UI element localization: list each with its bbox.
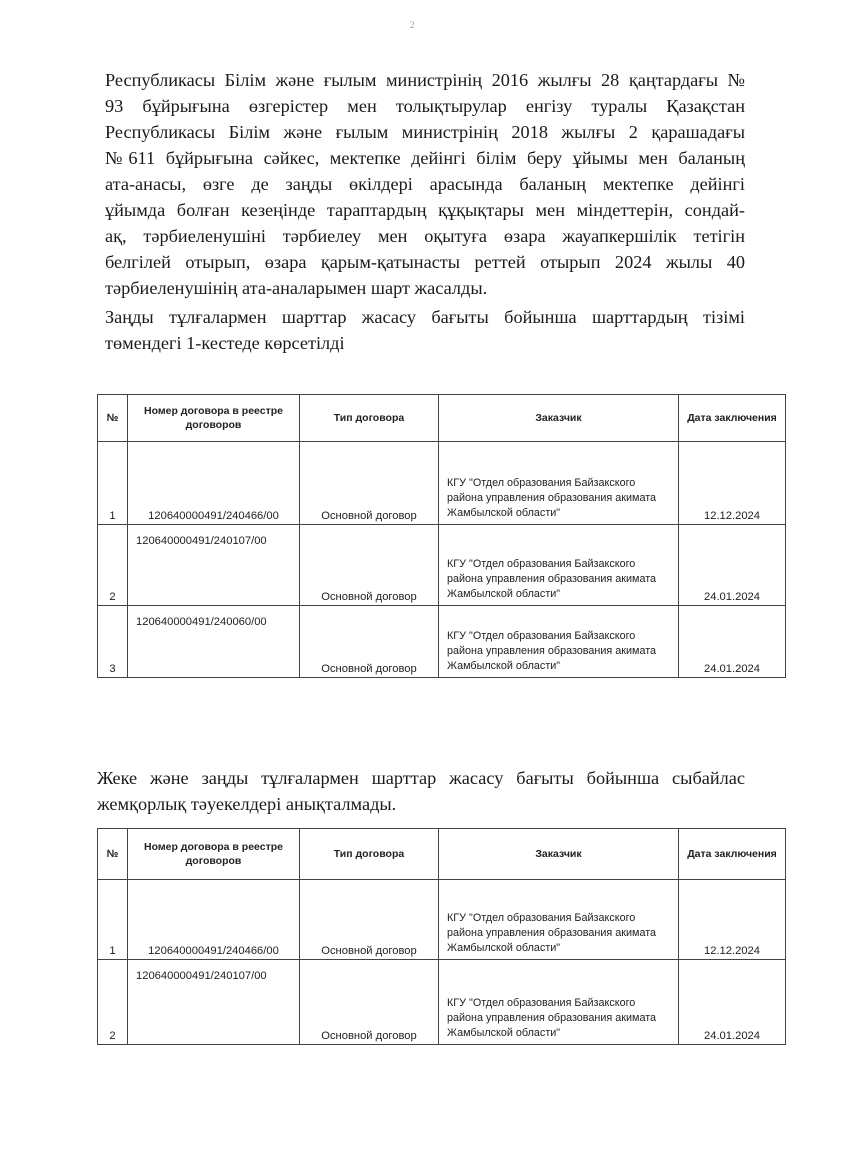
page-number: 2 bbox=[410, 20, 415, 30]
row-num: 1 bbox=[98, 880, 128, 960]
header-num: № bbox=[98, 395, 128, 442]
text-line: Республикасы Білім және ғылым министрінің 2016 жылғы 28 қаңтардағы № bbox=[105, 70, 745, 90]
table-header-row bbox=[98, 829, 786, 880]
row-registry-number bbox=[128, 606, 300, 678]
text-line: тәрбиеленушінің ата-аналарымен шарт жасалды. bbox=[105, 278, 488, 298]
row-contract-type: Основной договор bbox=[300, 525, 439, 606]
row-conclusion-date: 12.12.2024 bbox=[679, 880, 786, 960]
table-row bbox=[98, 606, 786, 678]
row-customer: КГУ "Отдел образования Байзакского района управления образования акимата Жамбылской области" bbox=[439, 606, 679, 678]
contracts-table-2 bbox=[97, 828, 786, 1045]
row-contract-type: Основной договор bbox=[300, 442, 439, 525]
row-num: 2 bbox=[98, 960, 128, 1045]
row-conclusion-date: 24.01.2024 bbox=[679, 606, 786, 678]
text-line: белгілей отырып, өзара қарым-қатынасты реттей отырып 2024 жылы 40 bbox=[105, 252, 745, 272]
text-line: №611 бұйрығына сәйкес, мектепке дейінгі білім беру ұйымы мен баланың bbox=[105, 148, 745, 168]
row-registry-number bbox=[128, 880, 300, 960]
paragraph-contracts-intro bbox=[105, 67, 745, 301]
table-row bbox=[98, 880, 786, 960]
text-line: Заңды тұлғалармен шарттар жасасу бағыты бойынша шарттардың тізімі bbox=[105, 307, 745, 327]
row-contract-type: Основной договор bbox=[300, 960, 439, 1045]
row-customer: КГУ "Отдел образования Байзакского района управления образования акимата Жамбылской области" bbox=[439, 960, 679, 1045]
text-line: төмендегі 1-кестеде көрсетілді bbox=[105, 333, 345, 353]
text-line: жемқорлық тәуекелдері анықталмады. bbox=[97, 794, 397, 814]
registry-number-text: 120640000491/240466/00 bbox=[148, 510, 279, 522]
row-conclusion-date: 24.01.2024 bbox=[679, 960, 786, 1045]
table-row bbox=[98, 525, 786, 606]
header-registry-number: Номер договора в реестре договоров bbox=[128, 395, 300, 442]
row-conclusion-date: 24.01.2024 bbox=[679, 525, 786, 606]
row-customer: КГУ "Отдел образования Байзакского района управления образования акимата Жамбылской области" bbox=[439, 442, 679, 525]
row-registry-number bbox=[128, 960, 300, 1045]
row-customer: КГУ "Отдел образования Байзакского района управления образования акимата Жамбылской области" bbox=[439, 880, 679, 960]
text-line: Республикасы Білім және ғылым министрінің 2018 жылғы 2 қарашадағы bbox=[105, 122, 745, 142]
registry-number-text: 120640000491/240107/00 bbox=[136, 535, 267, 547]
header-registry-number: Номер договора в реестре договоров bbox=[128, 829, 300, 880]
row-customer: КГУ "Отдел образования Байзакского района управления образования акимата Жамбылской области" bbox=[439, 525, 679, 606]
header-contract-type: Тип договора bbox=[300, 395, 439, 442]
header-contract-type: Тип договора bbox=[300, 829, 439, 880]
contracts-table-1 bbox=[97, 394, 786, 678]
registry-number-text: 120640000491/240060/00 bbox=[136, 616, 267, 628]
row-conclusion-date: 12.12.2024 bbox=[679, 442, 786, 525]
header-customer: Заказчик bbox=[439, 829, 679, 880]
row-contract-type: Основной договор bbox=[300, 606, 439, 678]
text-line: ата-анасы, өзге де заңды өкілдері арасында баланың мектепке дейінгі bbox=[105, 174, 745, 194]
header-customer: Заказчик bbox=[439, 395, 679, 442]
header-num: № bbox=[98, 829, 128, 880]
text-line: ақ, тәрбиеленушіні тәрбиелеу мен оқытуға өзара жауапкершілік тетігін bbox=[105, 226, 745, 246]
row-contract-type: Основной договор bbox=[300, 880, 439, 960]
header-conclusion-date: Дата заключения bbox=[679, 395, 786, 442]
paragraph-corruption-risks bbox=[97, 765, 745, 817]
row-registry-number bbox=[128, 442, 300, 525]
table-header-row bbox=[98, 395, 786, 442]
row-num: 2 bbox=[98, 525, 128, 606]
text-line: Жеке және заңды тұлғалармен шарттар жасасу бағыты бойынша сыбайлас bbox=[97, 768, 745, 788]
table-row bbox=[98, 960, 786, 1045]
registry-number-text: 120640000491/240466/00 bbox=[148, 945, 279, 957]
row-registry-number bbox=[128, 525, 300, 606]
paragraph-table-intro bbox=[105, 304, 745, 356]
table-row bbox=[98, 442, 786, 525]
text-line: 93 бұйрығына өзгерістер мен толықтырулар енгізу туралы Қазақстан bbox=[105, 96, 745, 116]
row-num: 1 bbox=[98, 442, 128, 525]
text-line: ұйымда болған кезеңінде тараптардың құқықтары мен міндеттерін, сондай- bbox=[105, 200, 745, 220]
header-conclusion-date: Дата заключения bbox=[679, 829, 786, 880]
row-num: 3 bbox=[98, 606, 128, 678]
registry-number-text: 120640000491/240107/00 bbox=[136, 970, 267, 982]
